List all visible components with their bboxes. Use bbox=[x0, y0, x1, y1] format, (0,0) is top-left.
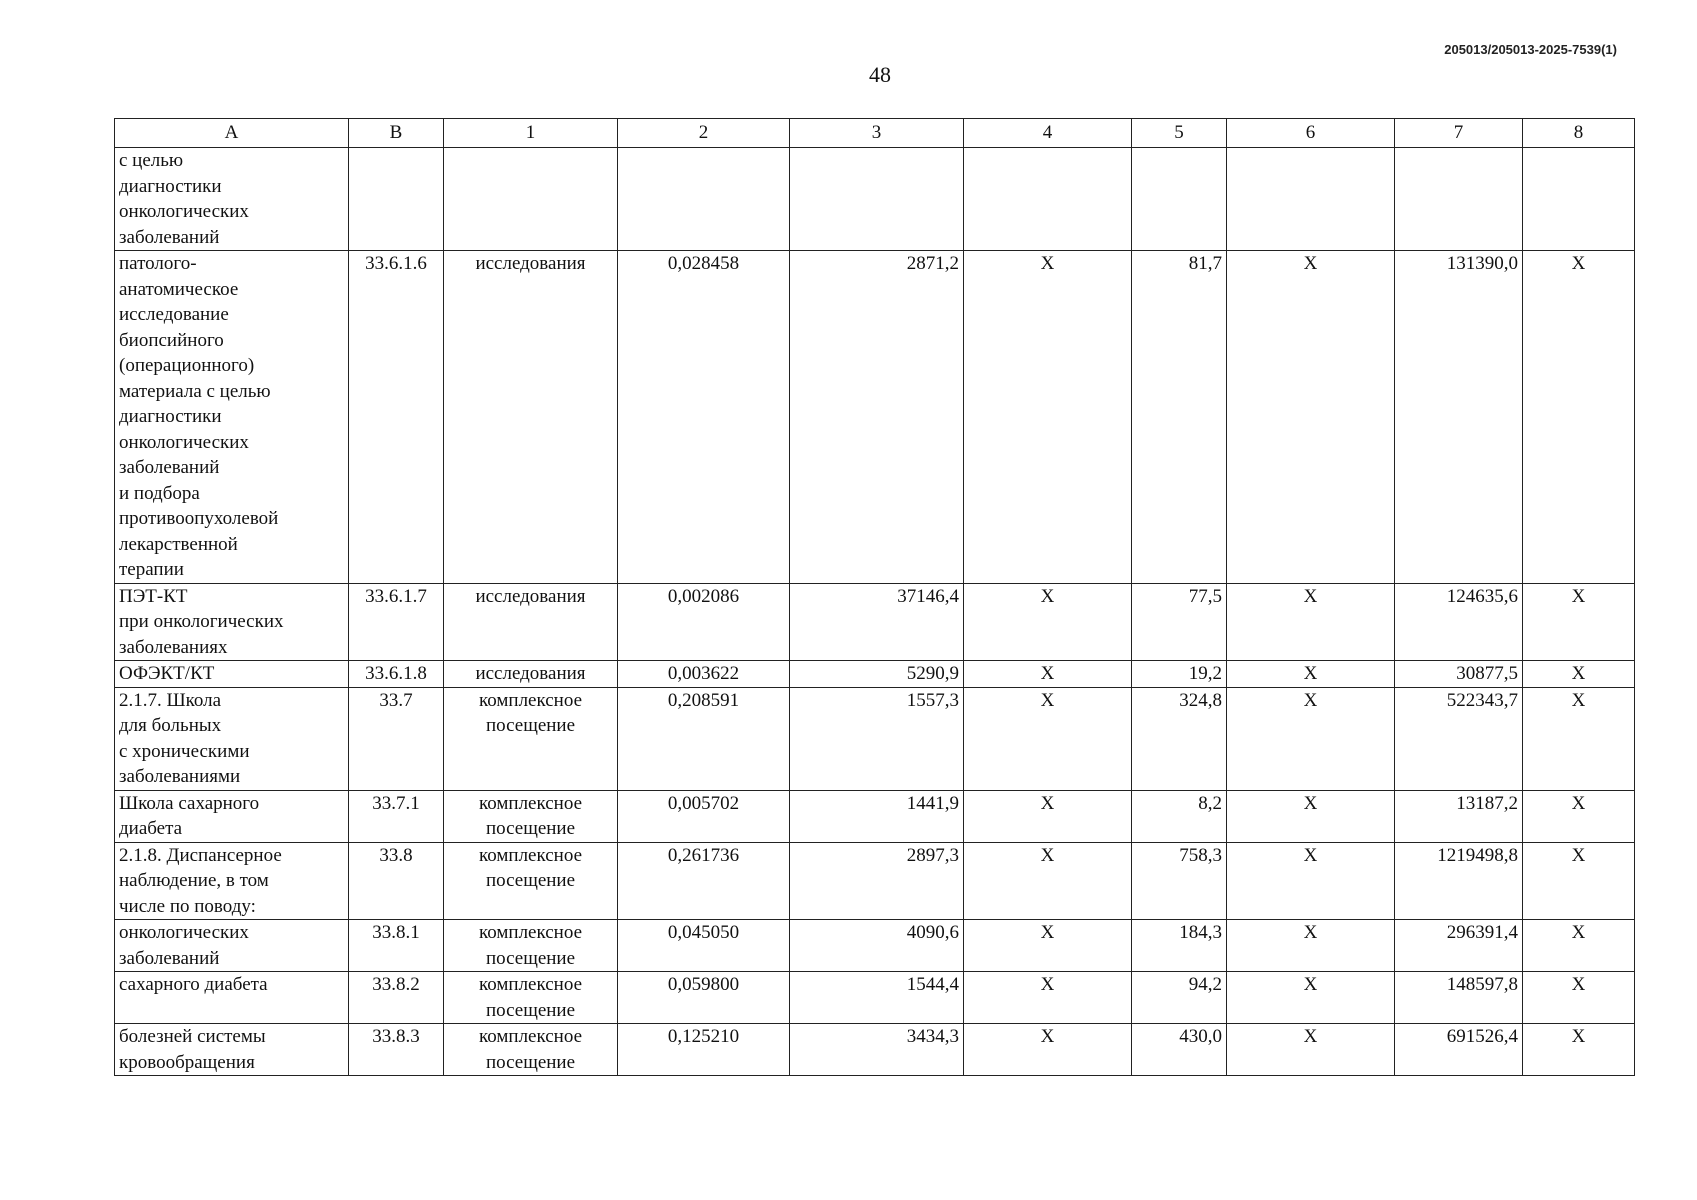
row-code-cell bbox=[349, 148, 444, 251]
col8-cell: Х bbox=[1523, 661, 1635, 688]
col5-cell bbox=[1132, 148, 1227, 251]
col5-cell: 324,8 bbox=[1132, 687, 1227, 790]
col4-cell: Х bbox=[964, 972, 1132, 1024]
table-row bbox=[115, 148, 1635, 251]
norm-cost-cell: 1544,4 bbox=[790, 972, 964, 1024]
col4-cell: Х bbox=[964, 251, 1132, 584]
col8-cell: Х bbox=[1523, 842, 1635, 920]
table-row bbox=[115, 920, 1635, 972]
col8-cell: Х bbox=[1523, 251, 1635, 584]
row-code-cell: 33.8.2 bbox=[349, 972, 444, 1024]
table-row bbox=[115, 251, 1635, 584]
page-number: 48 bbox=[869, 62, 891, 87]
col6-cell: Х bbox=[1227, 583, 1395, 661]
col8-cell: Х bbox=[1523, 583, 1635, 661]
table-row bbox=[115, 661, 1635, 688]
indicator-name-cell: сахарного диабета bbox=[115, 972, 349, 1024]
col7-cell: 148597,8 bbox=[1395, 972, 1523, 1024]
norm-volume-cell: 0,125210 bbox=[618, 1024, 790, 1076]
unit-cell: комплексное посещение bbox=[444, 1024, 618, 1076]
col4-cell: Х bbox=[964, 842, 1132, 920]
col5-cell: 81,7 bbox=[1132, 251, 1227, 584]
norm-volume-cell: 0,261736 bbox=[618, 842, 790, 920]
col7-cell bbox=[1395, 148, 1523, 251]
col7-cell: 13187,2 bbox=[1395, 790, 1523, 842]
col6-cell: Х bbox=[1227, 661, 1395, 688]
column-header: 2 bbox=[618, 119, 790, 148]
norm-cost-cell: 37146,4 bbox=[790, 583, 964, 661]
unit-cell bbox=[444, 148, 618, 251]
unit-cell: комплексное посещение bbox=[444, 972, 618, 1024]
table-row bbox=[115, 972, 1635, 1024]
indicator-name-cell: 2.1.8. Диспансерное наблюдение, в том числе по поводу: bbox=[115, 842, 349, 920]
unit-cell: комплексное посещение bbox=[444, 687, 618, 790]
column-header: А bbox=[115, 119, 349, 148]
unit-cell: исследования bbox=[444, 661, 618, 688]
norm-cost-cell bbox=[790, 148, 964, 251]
col5-cell: 430,0 bbox=[1132, 1024, 1227, 1076]
row-code-cell: 33.8 bbox=[349, 842, 444, 920]
tariff-table bbox=[114, 118, 1635, 1076]
unit-cell: комплексное посещение bbox=[444, 842, 618, 920]
col6-cell bbox=[1227, 148, 1395, 251]
col6-cell: Х bbox=[1227, 1024, 1395, 1076]
indicator-name-cell: ОФЭКТ/КТ bbox=[115, 661, 349, 688]
unit-cell: исследования bbox=[444, 583, 618, 661]
document-id: 205013/205013-2025-7539(1) bbox=[1444, 42, 1617, 57]
norm-volume-cell: 0,003622 bbox=[618, 661, 790, 688]
col6-cell: Х bbox=[1227, 790, 1395, 842]
table-row bbox=[115, 790, 1635, 842]
indicator-name-cell: патолого- анатомическое исследование биопсийного (операционного) материала с целью диагностики онкологических заболеваний и подбора противоопухолевой лекарственной терапии bbox=[115, 251, 349, 584]
col7-cell: 296391,4 bbox=[1395, 920, 1523, 972]
col4-cell: Х bbox=[964, 583, 1132, 661]
col4-cell: Х bbox=[964, 920, 1132, 972]
table-row bbox=[115, 1024, 1635, 1076]
norm-cost-cell: 2897,3 bbox=[790, 842, 964, 920]
col8-cell: Х bbox=[1523, 1024, 1635, 1076]
row-code-cell: 33.8.3 bbox=[349, 1024, 444, 1076]
col5-cell: 19,2 bbox=[1132, 661, 1227, 688]
norm-cost-cell: 1557,3 bbox=[790, 687, 964, 790]
unit-cell: комплексное посещение bbox=[444, 920, 618, 972]
unit-cell: исследования bbox=[444, 251, 618, 584]
column-header: 8 bbox=[1523, 119, 1635, 148]
column-header: 3 bbox=[790, 119, 964, 148]
table-body bbox=[115, 148, 1635, 1076]
row-code-cell: 33.8.1 bbox=[349, 920, 444, 972]
col6-cell: Х bbox=[1227, 842, 1395, 920]
norm-volume-cell: 0,028458 bbox=[618, 251, 790, 584]
col5-cell: 184,3 bbox=[1132, 920, 1227, 972]
norm-volume-cell: 0,005702 bbox=[618, 790, 790, 842]
indicator-name-cell: Школа сахарного диабета bbox=[115, 790, 349, 842]
column-header: 6 bbox=[1227, 119, 1395, 148]
col7-cell: 1219498,8 bbox=[1395, 842, 1523, 920]
norm-cost-cell: 4090,6 bbox=[790, 920, 964, 972]
col8-cell: Х bbox=[1523, 972, 1635, 1024]
col6-cell: Х bbox=[1227, 251, 1395, 584]
col8-cell: Х bbox=[1523, 790, 1635, 842]
col5-cell: 94,2 bbox=[1132, 972, 1227, 1024]
norm-cost-cell: 3434,3 bbox=[790, 1024, 964, 1076]
norm-volume-cell: 0,045050 bbox=[618, 920, 790, 972]
indicator-name-cell: болезней системы кровообращения bbox=[115, 1024, 349, 1076]
col8-cell: Х bbox=[1523, 920, 1635, 972]
col6-cell: Х bbox=[1227, 972, 1395, 1024]
col5-cell: 758,3 bbox=[1132, 842, 1227, 920]
col5-cell: 8,2 bbox=[1132, 790, 1227, 842]
col4-cell: Х bbox=[964, 790, 1132, 842]
column-header: В bbox=[349, 119, 444, 148]
indicator-name-cell: онкологических заболеваний bbox=[115, 920, 349, 972]
indicator-name-cell: 2.1.7. Школа для больных с хроническими заболеваниями bbox=[115, 687, 349, 790]
row-code-cell: 33.7 bbox=[349, 687, 444, 790]
col4-cell: Х bbox=[964, 687, 1132, 790]
col7-cell: 131390,0 bbox=[1395, 251, 1523, 584]
row-code-cell: 33.6.1.7 bbox=[349, 583, 444, 661]
col5-cell: 77,5 bbox=[1132, 583, 1227, 661]
table-row bbox=[115, 583, 1635, 661]
col8-cell: Х bbox=[1523, 687, 1635, 790]
col7-cell: 124635,6 bbox=[1395, 583, 1523, 661]
norm-volume-cell bbox=[618, 148, 790, 251]
row-code-cell: 33.6.1.6 bbox=[349, 251, 444, 584]
table-row bbox=[115, 842, 1635, 920]
col6-cell: Х bbox=[1227, 920, 1395, 972]
norm-cost-cell: 1441,9 bbox=[790, 790, 964, 842]
column-header: 7 bbox=[1395, 119, 1523, 148]
col8-cell bbox=[1523, 148, 1635, 251]
norm-volume-cell: 0,059800 bbox=[618, 972, 790, 1024]
row-code-cell: 33.7.1 bbox=[349, 790, 444, 842]
col4-cell: Х bbox=[964, 661, 1132, 688]
col6-cell: Х bbox=[1227, 687, 1395, 790]
norm-volume-cell: 0,208591 bbox=[618, 687, 790, 790]
column-header-row bbox=[115, 119, 1635, 148]
row-code-cell: 33.6.1.8 bbox=[349, 661, 444, 688]
table-row bbox=[115, 687, 1635, 790]
unit-cell: комплексное посещение bbox=[444, 790, 618, 842]
col4-cell: Х bbox=[964, 1024, 1132, 1076]
norm-volume-cell: 0,002086 bbox=[618, 583, 790, 661]
col7-cell: 691526,4 bbox=[1395, 1024, 1523, 1076]
col7-cell: 522343,7 bbox=[1395, 687, 1523, 790]
norm-cost-cell: 2871,2 bbox=[790, 251, 964, 584]
column-header: 4 bbox=[964, 119, 1132, 148]
column-header: 5 bbox=[1132, 119, 1227, 148]
col4-cell bbox=[964, 148, 1132, 251]
col7-cell: 30877,5 bbox=[1395, 661, 1523, 688]
indicator-name-cell: ПЭТ-КТ при онкологических заболеваниях bbox=[115, 583, 349, 661]
indicator-name-cell: с целью диагностики онкологических заболеваний bbox=[115, 148, 349, 251]
column-header: 1 bbox=[444, 119, 618, 148]
norm-cost-cell: 5290,9 bbox=[790, 661, 964, 688]
